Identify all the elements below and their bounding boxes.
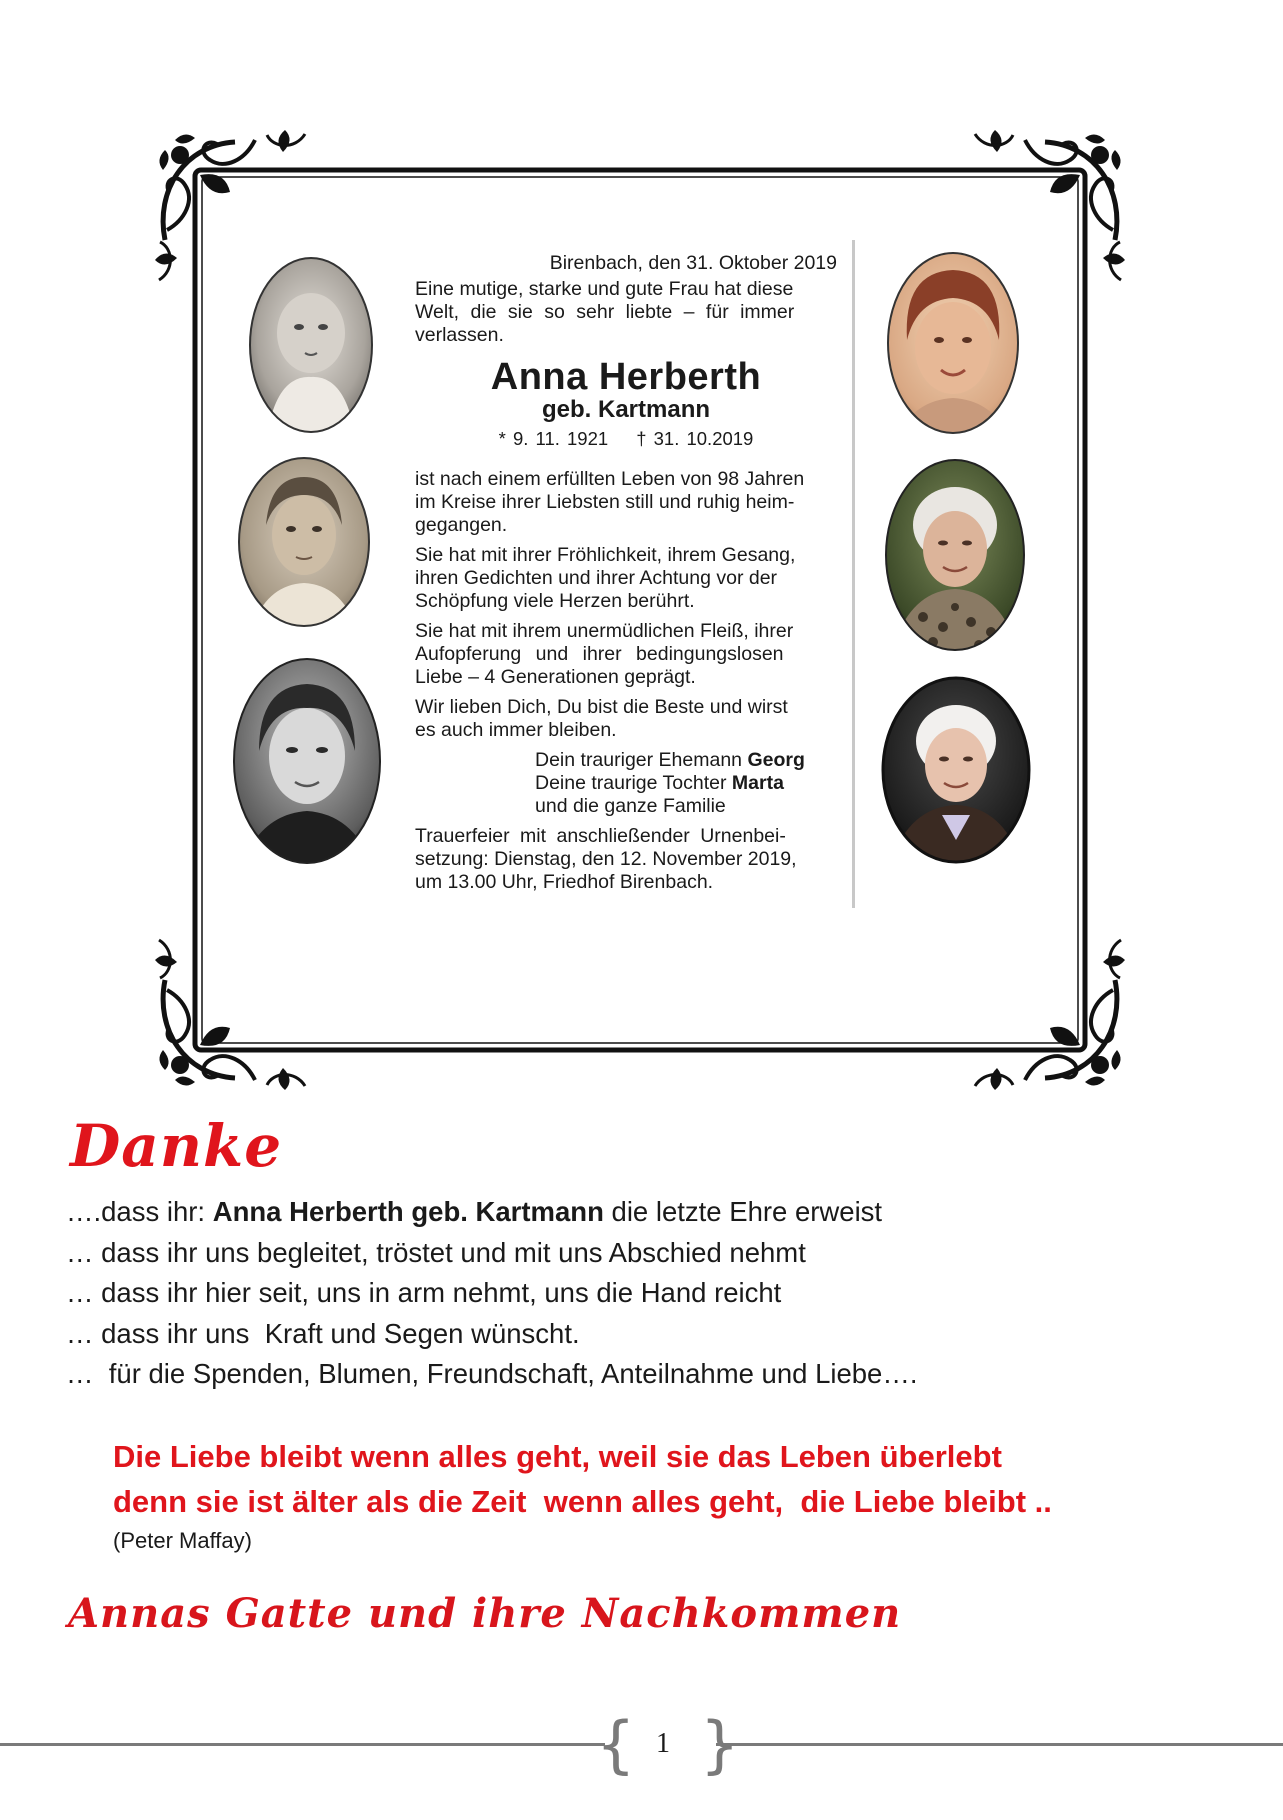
thanks-name-bold: Anna Herberth geb. Kartmann [212,1196,604,1227]
signature-text: Dein trauriger Ehemann [535,749,748,771]
thanks-line: … dass ihr uns Kraft und Segen wünscht. [66,1317,580,1349]
notice-line: es auch immer bleiben. [415,719,617,741]
portrait-baby [247,255,375,435]
notice-paragraph-1 [415,468,837,537]
quote-line-2: denn sie ist älter als die Zeit wenn alles geht, die Liebe bleibt .. [113,1484,1052,1519]
notice-line: um 13.00 Uhr, Friedhof Birenbach. [415,871,714,893]
thanks-line: … dass ihr hier seit, uns in arm nehmt, uns die Hand reicht [66,1277,782,1308]
notice-line: Trauerfeier mit anschließender Urnenbei- [415,825,786,847]
notice-intro-line: Welt, die sie so sehr liebte – für immer [415,301,795,323]
notice-line: ihren Gedichten und ihrer Achtung vor der [415,567,778,589]
notice-intro-line: verlassen. [415,324,504,346]
closing-signature: Annas Gatte und ihre Nachkommen [68,1590,902,1637]
obituary-notice [415,252,837,894]
portrait-woman-color [885,250,1021,436]
notice-line: Schöpfung viele Herzen berührt. [415,590,695,612]
notice-line: Wir lieben Dich, Du bist die Beste und wirst [415,696,788,718]
notice-line: Aufopferung und ihrer bedingungslosen [415,643,784,665]
notice-divider [852,240,855,908]
notice-intro-line: Eine mutige, starke und gute Frau hat diese [415,278,794,300]
thanks-line: … für die Spenden, Blumen, Freundschaft, Anteilnahme und Liebe…. [66,1358,918,1389]
portrait-elderly-woman-garden [883,457,1027,653]
thanks-line: … dass ihr uns begleitet, tröstet und mit uns Abschied nehmt [66,1236,806,1268]
portrait-elderly-woman-dark [880,675,1032,865]
quote-author: (Peter Maffay) [113,1528,252,1553]
portrait-young-woman [236,455,372,630]
notice-signature [535,749,837,818]
page-number: 1 [656,1728,670,1759]
notice-line: gegangen. [415,514,508,536]
footer-rule-right [716,1743,1283,1746]
thanks-text: ….dass ihr: [66,1196,213,1227]
signature-line-2 [535,772,837,795]
signature-line-3: und die ganze Familie [535,795,726,817]
notice-line: im Kreise ihrer Liebsten still und ruhig heim- [415,491,795,513]
notice-line: Sie hat mit ihrer Fröhlichkeit, ihrem Gesang, [415,544,796,566]
notice-line: ist nach einem erfüllten Leben von 98 Jahren [415,468,805,490]
notice-paragraph-3 [415,620,837,689]
notice-line: setzung: Dienstag, den 12. November 2019, [415,848,797,870]
life-dates [415,427,837,450]
birth-date: * 9. 11. 1921 [498,428,609,449]
song-quote [113,1434,1052,1556]
notice-intro [415,278,837,347]
thanks-heading: Danke [70,1112,283,1180]
thanks-text: die letzte Ehre erweist [603,1196,883,1227]
signature-name-georg: Georg [747,749,805,771]
corner-ornament-bottom-right [975,940,1125,1090]
portrait-woman-bw [231,656,383,866]
quote-line-1: Die Liebe bleibt wenn alles geht, weil sie das Leben überlebt [113,1439,1002,1474]
thanks-line [66,1192,918,1233]
notice-paragraph-4 [415,696,837,742]
death-date: † 31. 10.2019 [636,428,754,449]
notice-place-date: Birenbach, den 31. Oktober 2019 [549,252,837,274]
signature-text: Deine traurige Tochter [535,772,732,794]
notice-paragraph-2 [415,544,837,613]
notice-line: Sie hat mit ihrem unermüdlichen Fleiß, ihrer [415,620,794,642]
notice-line: Liebe – 4 Generationen geprägt. [415,666,696,688]
notice-funeral-info [415,825,837,894]
signature-line-1 [535,749,837,772]
corner-ornament-bottom-left [155,940,305,1090]
page-number-bracket-right: } [700,1708,740,1781]
page-number-bracket-left: { [596,1708,636,1781]
thanks-list [66,1192,918,1395]
deceased-name: Anna Herberth [490,356,762,398]
maiden-name: geb. Kartmann [541,396,711,423]
footer-rule-left [0,1743,605,1746]
signature-name-marta: Marta [731,772,784,794]
